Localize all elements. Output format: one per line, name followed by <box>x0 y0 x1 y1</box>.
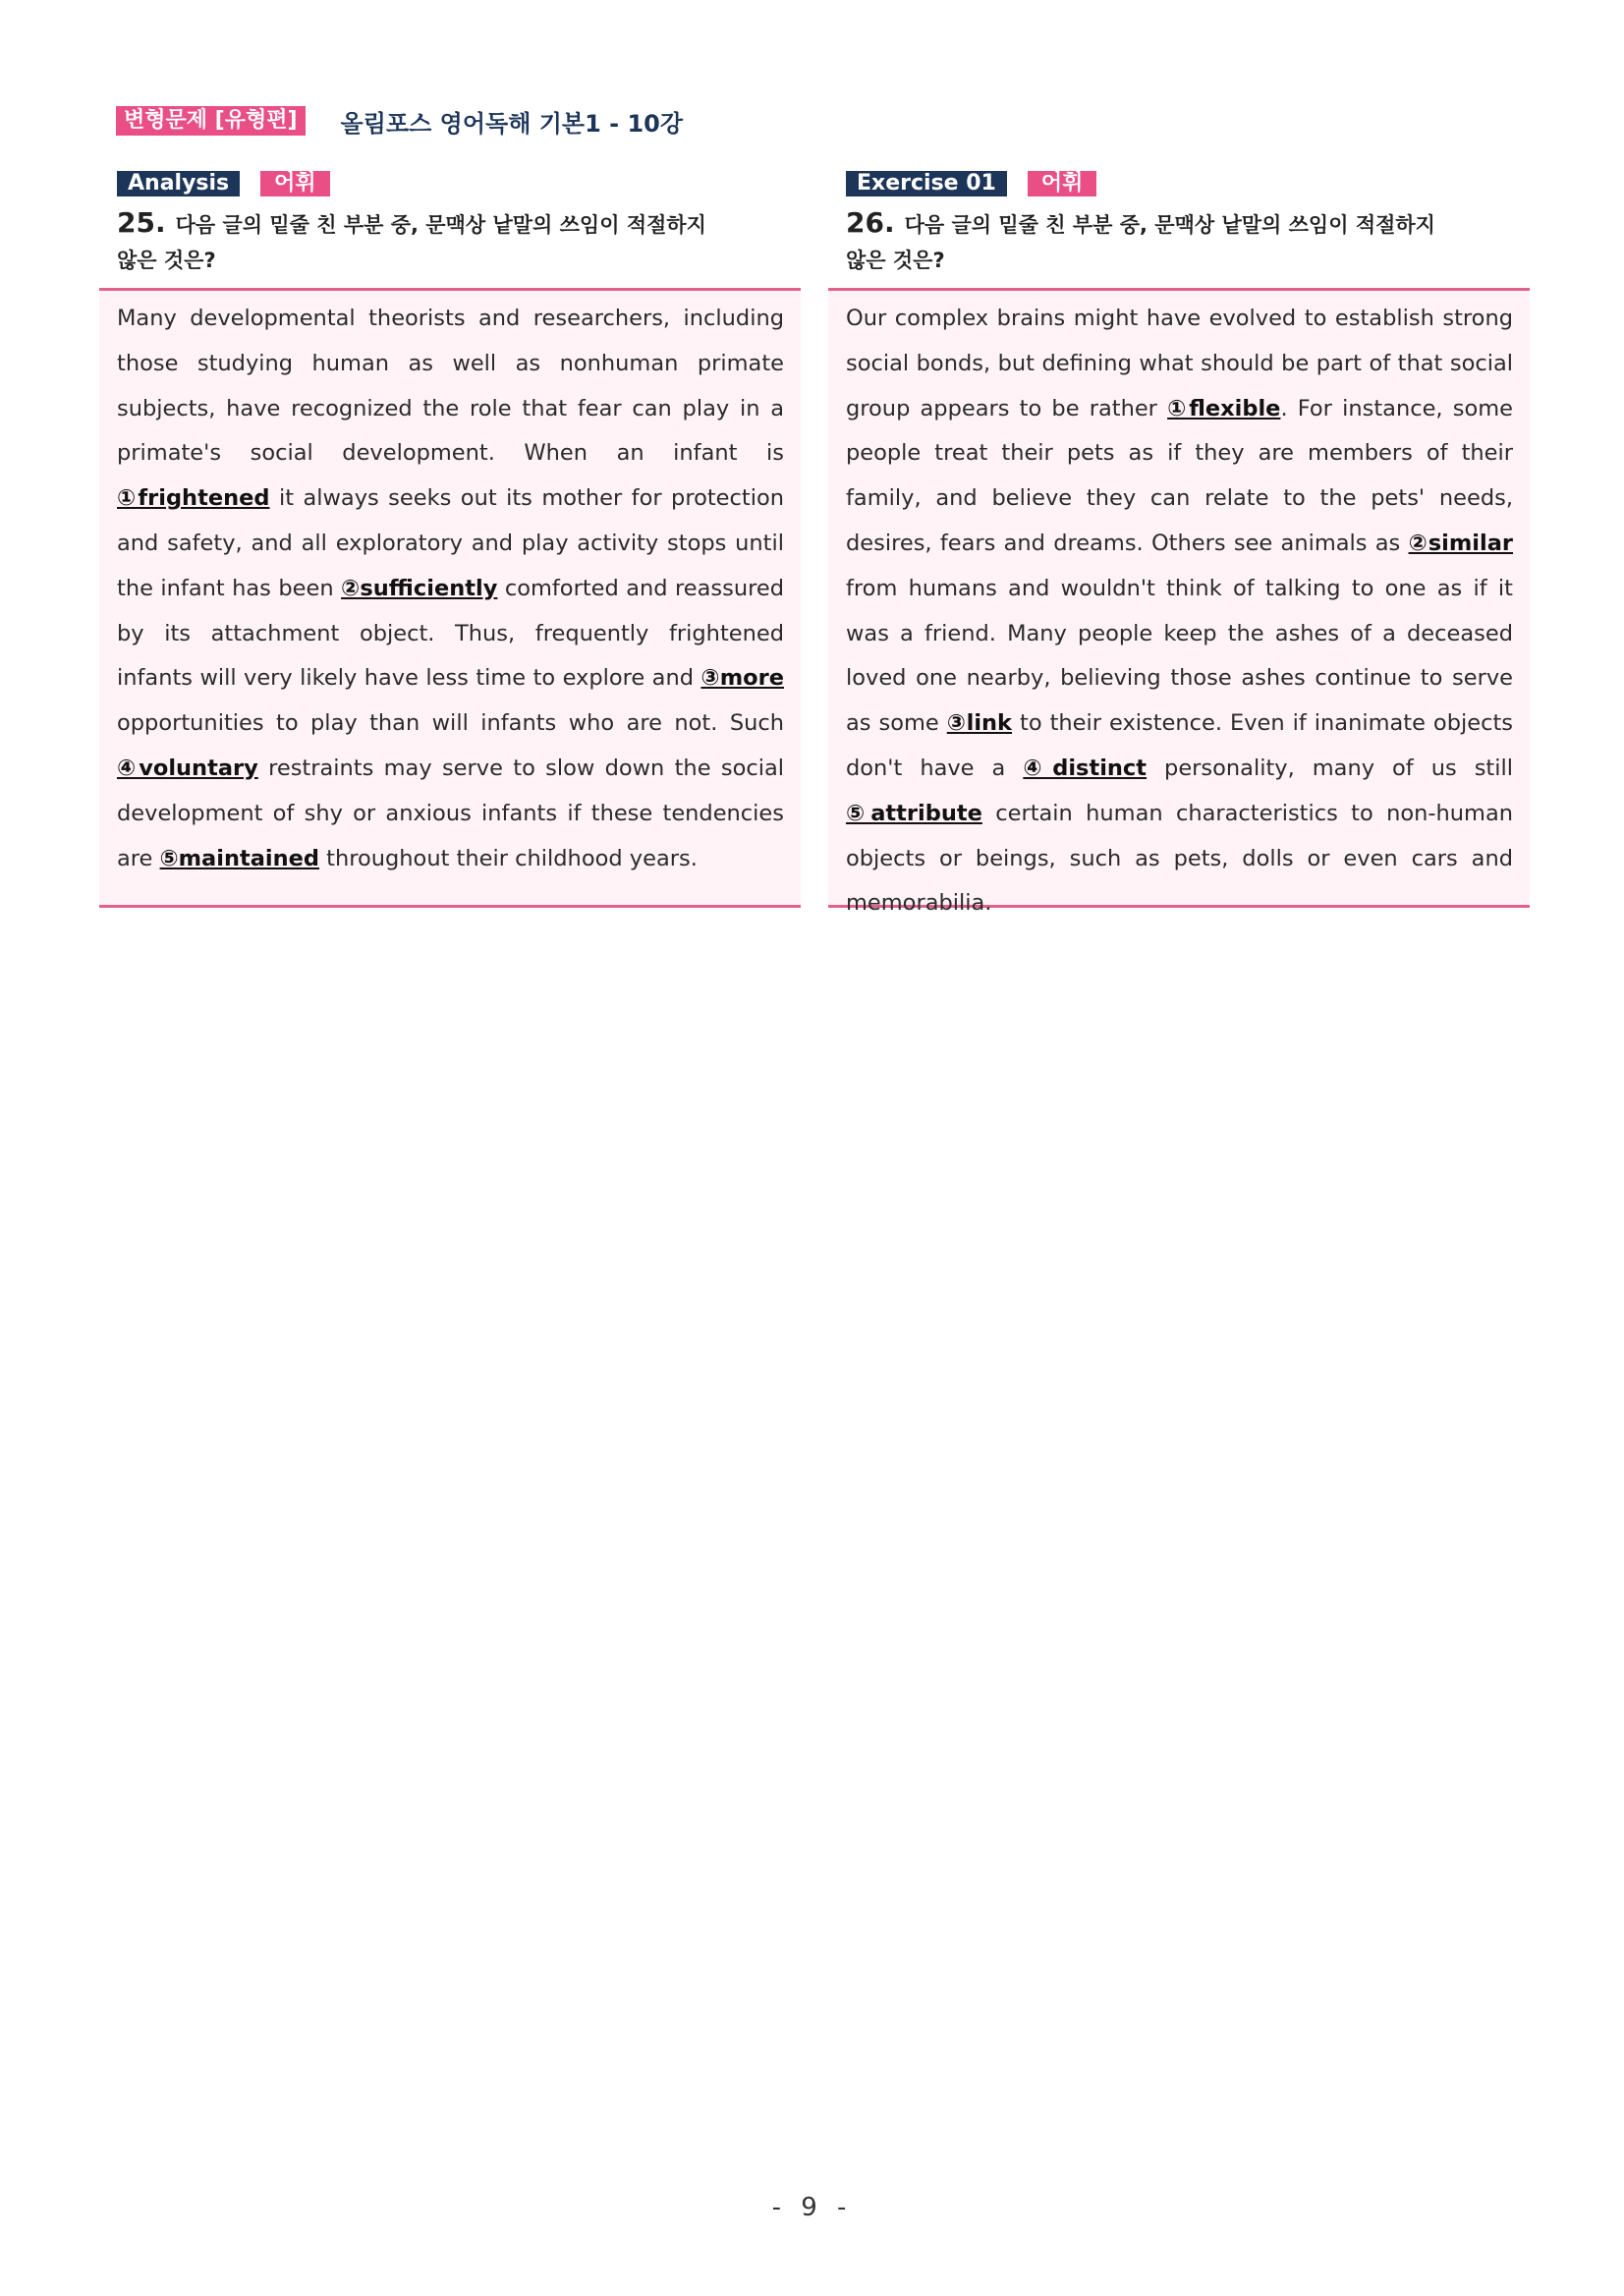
passage-text: throughout their childhood years. <box>319 845 698 871</box>
passage-text: Many developmental theorists and researchers, including those studying human as well as nonhuman primate subjects, have recognized the role that fear can play in a primate's social development. When an infant is <box>117 306 784 467</box>
right-tags <box>846 170 1530 196</box>
passage-26 <box>828 288 1530 917</box>
question-text-line1: 다음 글의 밑줄 친 부분 중, 문맥상 낱말의 쓰임이 적절하지 <box>904 213 1435 237</box>
passage-text: it always seeks out its mother for protection and safety, and all exploratory and play activity stops until the infant has been <box>117 485 784 601</box>
underlined-choice-4: ④voluntary <box>117 755 258 781</box>
page-number: - 9 - <box>771 2193 853 2222</box>
question-text-line2: 않은 것은? <box>846 249 945 272</box>
passage-text: from humans and wouldn't think of talking to one as if it was a friend. Many people keep the ashes of a deceased loved one nearby, believing those ashes continue to serve as some <box>846 575 1513 737</box>
underlined-choice-5: ⑤maintained <box>159 845 319 871</box>
underlined-choice-2: ②similar <box>1408 530 1513 556</box>
passage-text: certain human characteristics to non-human objects or beings, such as pets, dolls or even cars and memorabilia. <box>846 800 1513 917</box>
question-text-line1: 다음 글의 밑줄 친 부분 중, 문맥상 낱말의 쓰임이 적절하지 <box>175 213 706 237</box>
passage-text: opportunities to play than will infants who are not. Such <box>117 710 784 737</box>
page-header <box>116 104 683 138</box>
underlined-choice-3: ③more <box>700 665 784 692</box>
left-tags <box>117 170 801 196</box>
question-number: 25. <box>117 206 166 239</box>
left-column <box>99 170 801 908</box>
passage-text: to their existence. Even if inanimate objects don't have a <box>846 710 1513 781</box>
question-number: 26. <box>846 206 895 239</box>
underlined-choice-5: ⑤attribute <box>846 800 982 826</box>
exercise-tag: Exercise 01 <box>846 171 1007 196</box>
question-text-line2: 않은 것은? <box>117 249 216 272</box>
vocabulary-tag: 어휘 <box>260 171 330 196</box>
question-25 <box>117 205 785 278</box>
right-column <box>828 170 1530 917</box>
book-title: 올림포스 영어독해 기본1 - 10강 <box>340 109 684 138</box>
passage-text: personality, many of us still <box>1147 755 1513 781</box>
passage-text: . For instance, some people treat their pets as if they are members of their family, and believe they can relate to the pets' needs, desires, fears and dreams. Others see animals as <box>846 395 1514 556</box>
vocabulary-tag: 어휘 <box>1028 171 1097 196</box>
underlined-choice-4: ④distinct <box>1023 755 1148 781</box>
passage-text: comforted and reassured by its attachment object. Thus, frequently frightened infants will very likely have less time to explore and <box>117 575 784 692</box>
question-26 <box>846 205 1514 278</box>
underlined-choice-3: ③link <box>946 710 1013 737</box>
analysis-tag: Analysis <box>117 171 240 196</box>
passage-25 <box>99 288 801 908</box>
underlined-choice-1: ①flexible <box>1167 395 1281 421</box>
passage-text: Our complex brains might have evolved to establish strong social bonds, but defining what should be part of that social group appears to be rather <box>846 306 1513 421</box>
underlined-choice-2: ②sufficiently <box>341 575 498 601</box>
series-badge: 변형문제 [유형편] <box>116 106 306 136</box>
underlined-choice-1: ①frightened <box>117 485 270 512</box>
passage-text: restraints may serve to slow down the social development of shy or anxious infants if these tendencies are <box>117 755 784 871</box>
